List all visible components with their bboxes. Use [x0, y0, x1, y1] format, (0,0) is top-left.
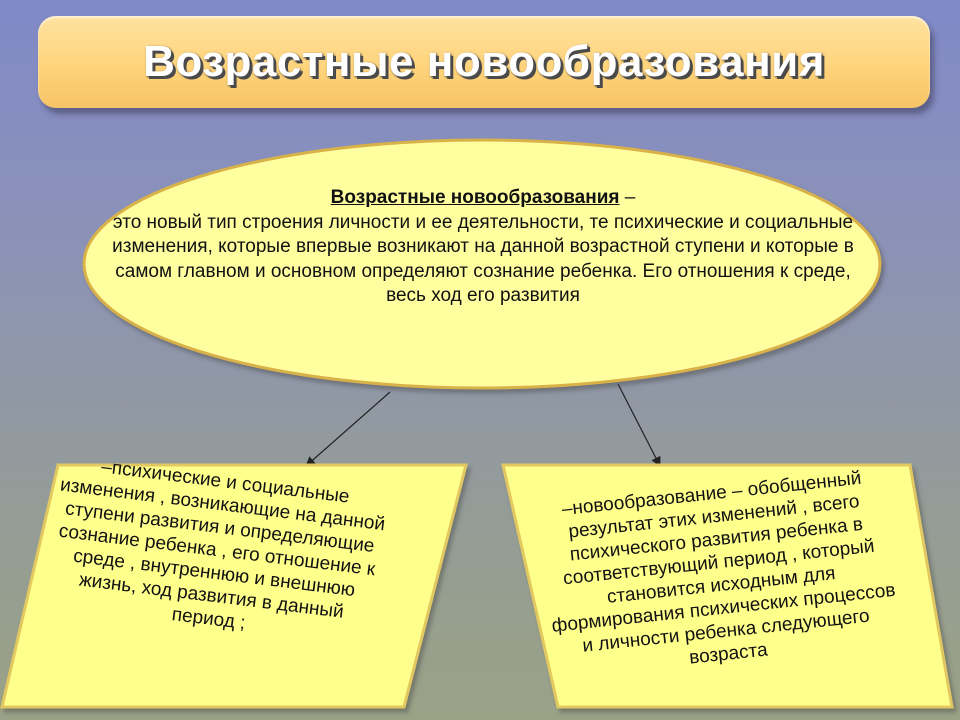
page-title: Возрастные новообразования	[143, 37, 825, 86]
definition-body: это новый тип строения личности и ее деятельности, те психические и социальные изменения, которые впервые возникают на данной возрастной ступени и которые в самом главном и основном определяют сознание ребенка. Его отношения к среде, весь ход его развития	[112, 211, 854, 306]
right-box-text: –новообразование – обобщенный результат этих изменений , всего психического развития ребенка в соответствующий период , который становится исходным для формирования психических процессов и личности ребенка следующего возраста	[550, 467, 897, 669]
definition-text-block	[110, 186, 856, 309]
definition-term: Возрастные новообразования	[330, 187, 620, 208]
arrow-left	[306, 392, 390, 466]
arrow-right	[618, 384, 660, 466]
left-box-text: –психические и социальные изменения , возникающие на данной ступени развития и определяющие сознание ребенка , его отношение к среде , внутреннюю и внешнюю жизнь, ход развития в данный период ;	[57, 456, 387, 634]
definition-dash: –	[619, 187, 636, 208]
